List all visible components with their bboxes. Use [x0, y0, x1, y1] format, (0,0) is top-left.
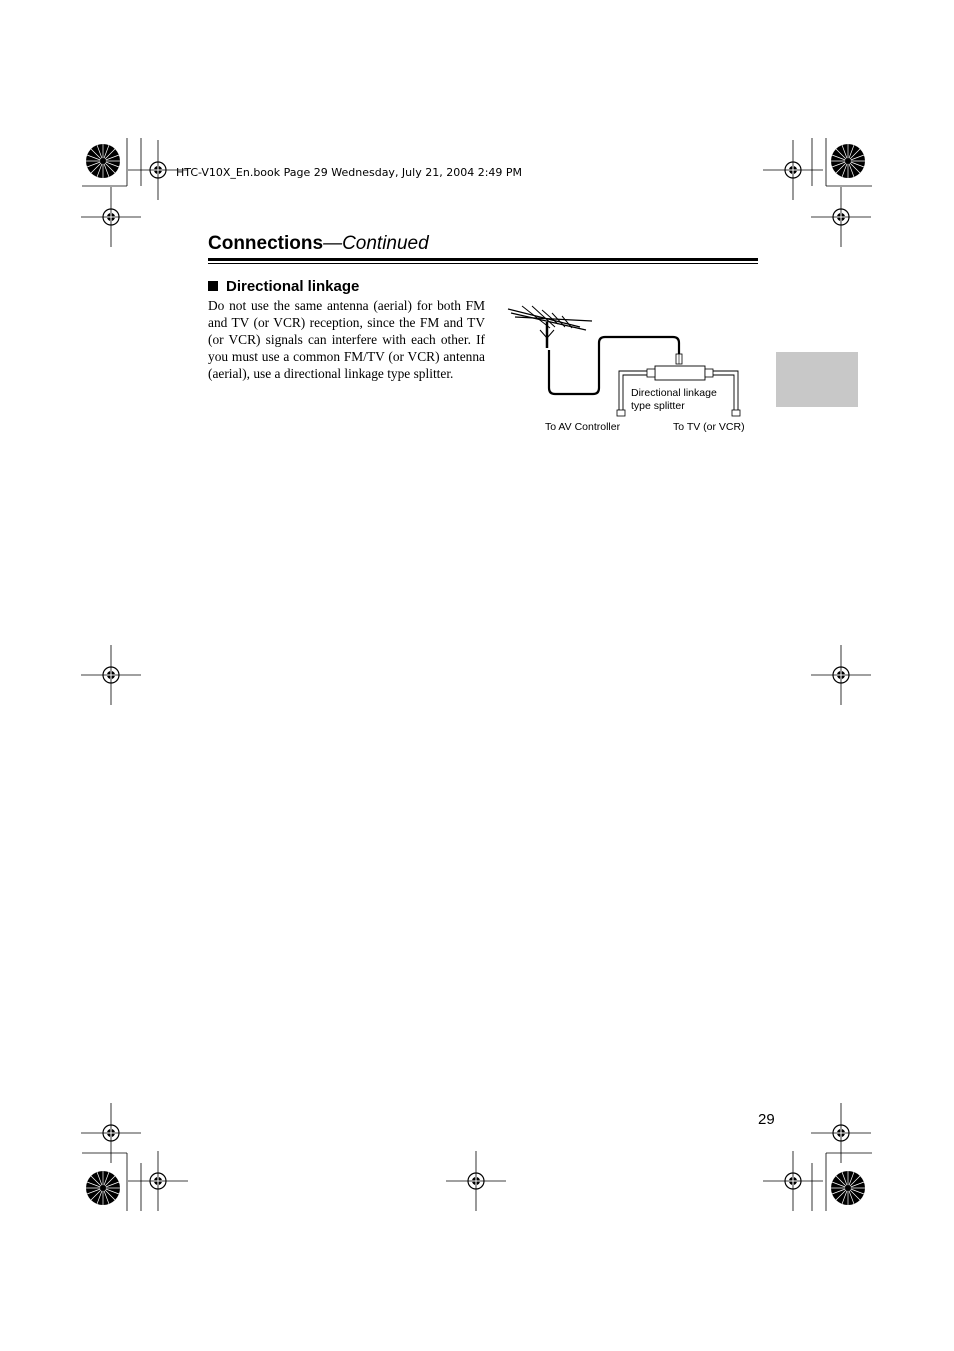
- section-body: Do not use the same antenna (aerial) for both FM and TV (or VCR) reception, since the FM and TV (or VCR) signals can interfere with each other. If you must use a common FM/TV (or VCR) antenna (aerial), use a directional linkage type splitter.: [208, 298, 485, 381]
- print-file-info: HTC-V10X_En.book Page 29 Wednesday, July 21, 2004 2:49 PM: [176, 166, 523, 179]
- starburst-mark-top-left: [86, 144, 120, 178]
- page-number: 29: [758, 1111, 775, 1128]
- page-title-suffix: —Continued: [323, 233, 429, 254]
- antenna-splitter-diagram: [500, 296, 760, 436]
- starburst-mark-bottom-left: [86, 1171, 120, 1205]
- left-output-label: To AV Controller: [545, 421, 621, 433]
- splitter-label-line2: type splitter: [631, 400, 685, 412]
- antenna-cable: [549, 337, 679, 394]
- right-output-label: To TV (or VCR): [673, 421, 745, 433]
- square-bullet-icon: [208, 281, 218, 291]
- page-title-main: Connections: [208, 233, 324, 254]
- page-title: [208, 233, 429, 255]
- splitter-icon: [647, 366, 713, 380]
- section-heading-text: Directional linkage: [226, 278, 360, 295]
- title-rule-thin: [208, 263, 758, 264]
- starburst-mark-bottom-right: [831, 1171, 865, 1205]
- splitter-label-line1: Directional linkage: [631, 387, 717, 399]
- chapter-side-tab: [776, 352, 858, 407]
- title-rule-thick: [208, 258, 758, 261]
- section-heading: [208, 278, 359, 295]
- starburst-mark-top-right: [831, 144, 865, 178]
- antenna-icon: [508, 306, 592, 348]
